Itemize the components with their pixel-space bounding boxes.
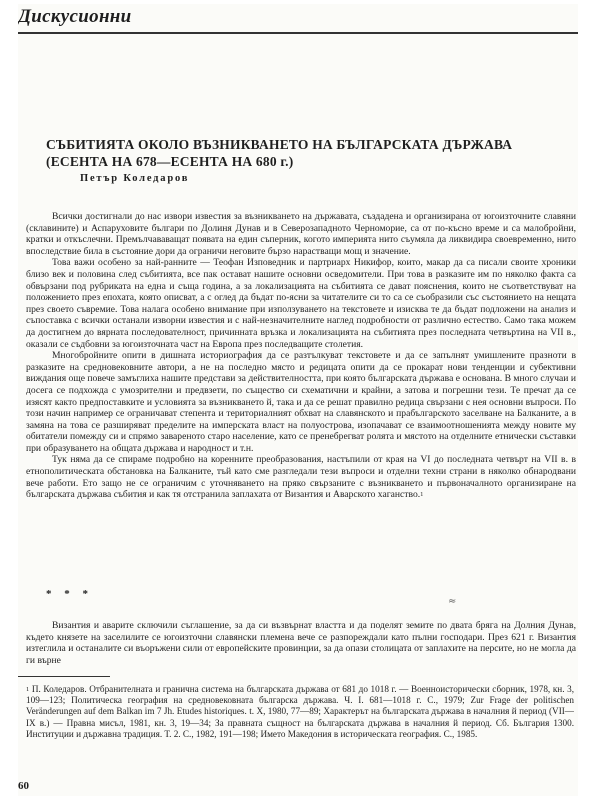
footnote-reference: 1 xyxy=(420,491,424,499)
section-header: Дискусионни xyxy=(18,6,132,27)
paragraph: Многобройните опити в дишната историография да се разтълкуват текстовете и да се запълнят умишлените празноти в разказите на средновековните автори, а не на последно място и редицата опити да се прокарат нови тенденции и субективни виждания още повече замъглиха нашите представи за действителността, при която българската държава е основана. В много случаи и досега се подхожда с умозрителни и предвзети, по същество си схематични и крайни, а затова и погрешни тези. Те пречат да се изясят както предпоставките и условията за възникването й, така и да се решат правилно редица свързани с нея основни въпроси. По този начин например се ограничават степента и териториалният обхват на славянското и прабългарското заселване на Балканите, а в замяна на това се разширяват пределите на имперската власт на полуострова, изопачават се взаимоотношенията между новите му обитатели помежду си и спрямо завареното старо население, като се пренебрегват ролята и мястото на отделните етнически съставки при образуването на общата държава и народност и т.н. xyxy=(26,350,576,454)
paragraph-text: Тук няма да се спираме подробно на коренните преобразования, настъпили от края на VI до последната четвърт на VII в. в етнополитическата обстановка на Балканите, тъй като сме разгледали тези въпроси и отделни техни страни в няколко обнародвани вече работи. Ето защо не се ограничим с уточняването на пряко свързаните с възникването и първоначалното организиране на българската държава събития и как тя отстранила заплахата от Византия и Аварското хаганство. xyxy=(26,454,576,501)
paragraph: Това важи особено за най-ранните — Теофан Изповедник и партриарх Никифор, които, макар да са писали своите хроники близо век и половина след събитията, все пак остават нашите основни осведомители. При това в разказите им по няколко факта са обвързани под рубриката на една и съща година, а за локализацията на събитията се дават пояснения, които не съответствуват на положението през епохата, която описват, а с оглед да бъдат по-ясни за читателите си то са се съобразили със състоянието на нещата през своето съвремие. Това налага особено внимание при използуването на текстовете и изисква те да бъдат подложени на анализ и съпоставка с всички останали изворни известия и с най-незначителните наглед подробности от различно естество. Само така можем да достигнем до вярната последователност, причинната връзка и локализацията на събитията през последната четвъртина на VII в., оказали се съдбовни за югоизточната част на Европа през последващите столетия. xyxy=(26,257,576,350)
footnote xyxy=(26,684,574,740)
article-title: СЪБИТИЯТА ОКОЛО ВЪЗНИКВАНЕТО НА БЪЛГАРСКАТА ДЪРЖАВА (ЕСЕНТА НА 678—ЕСЕНТА НА 680 г.) xyxy=(46,137,513,169)
section-separator: * * * xyxy=(46,588,93,600)
article-body xyxy=(26,211,576,501)
document-page xyxy=(18,4,578,796)
footnote-text: П. Коледаров. Отбранителната и гранична система на българската държава от 681 до 1018 г. — Военноисторически сборник, 1978, кн. 3, 109—123; Политическа география на средновековната българска държава. Ч. I. 681—1018 г. С., 1979; Zur Frage der politischen Veränderungen auf dem Balkan im 7 Jh. Etudes historiques. t. X, 1980, 77—89; Характерът на българската държава в началния й период (VII—IX в.) — Правна мисъл, 1981, кн. 3, 19—34; За правната същност на българската държава в началния й период. Сб. България 1300. Институции и държавна традиция. Т. 2. С., 1982, 191—198; Името Македония в историческата география. С., 1985. xyxy=(26,684,574,739)
decorative-mark-icon: ≈ xyxy=(448,596,457,607)
article-author: Петър Коледаров xyxy=(80,173,190,184)
header-rule xyxy=(18,32,578,34)
page-number: 60 xyxy=(18,780,29,792)
paragraph-with-footnote xyxy=(26,454,576,500)
paragraph: Византия и аварите сключили съглашение, за да си възвърнат властта и да поделят земите по двата бряга на Долния Дунав, където князете на заселилите се югоизточни славянски племена вече се разпореждали като пълни господари. През 621 г. Византия изтеглила и останалите си въоръжени сили от европейските провинции, за да опази столицата от заплахите на персите, но не могла да ги върне xyxy=(26,620,576,666)
paragraph: Всички достигнали до нас извори известия за възникването на държавата, създадена и организирана от югоизточните славяни (склавините) и Аспаруховите българи по Долиня Дунав и в Северозападното Черноморие, са от по-късно време и са малобройни, кратки и откъслечни. Премълчававащат появата на един съперник, когото империята нито съумяла да ликвидира своевременно, нито впоследствие била в състояние дори да ограничи неговите бързо нарастващи мощ и значение. xyxy=(26,211,576,257)
footnote-rule xyxy=(18,676,110,677)
footnote-number: 1 xyxy=(26,686,30,693)
article-body-continued xyxy=(26,620,576,666)
